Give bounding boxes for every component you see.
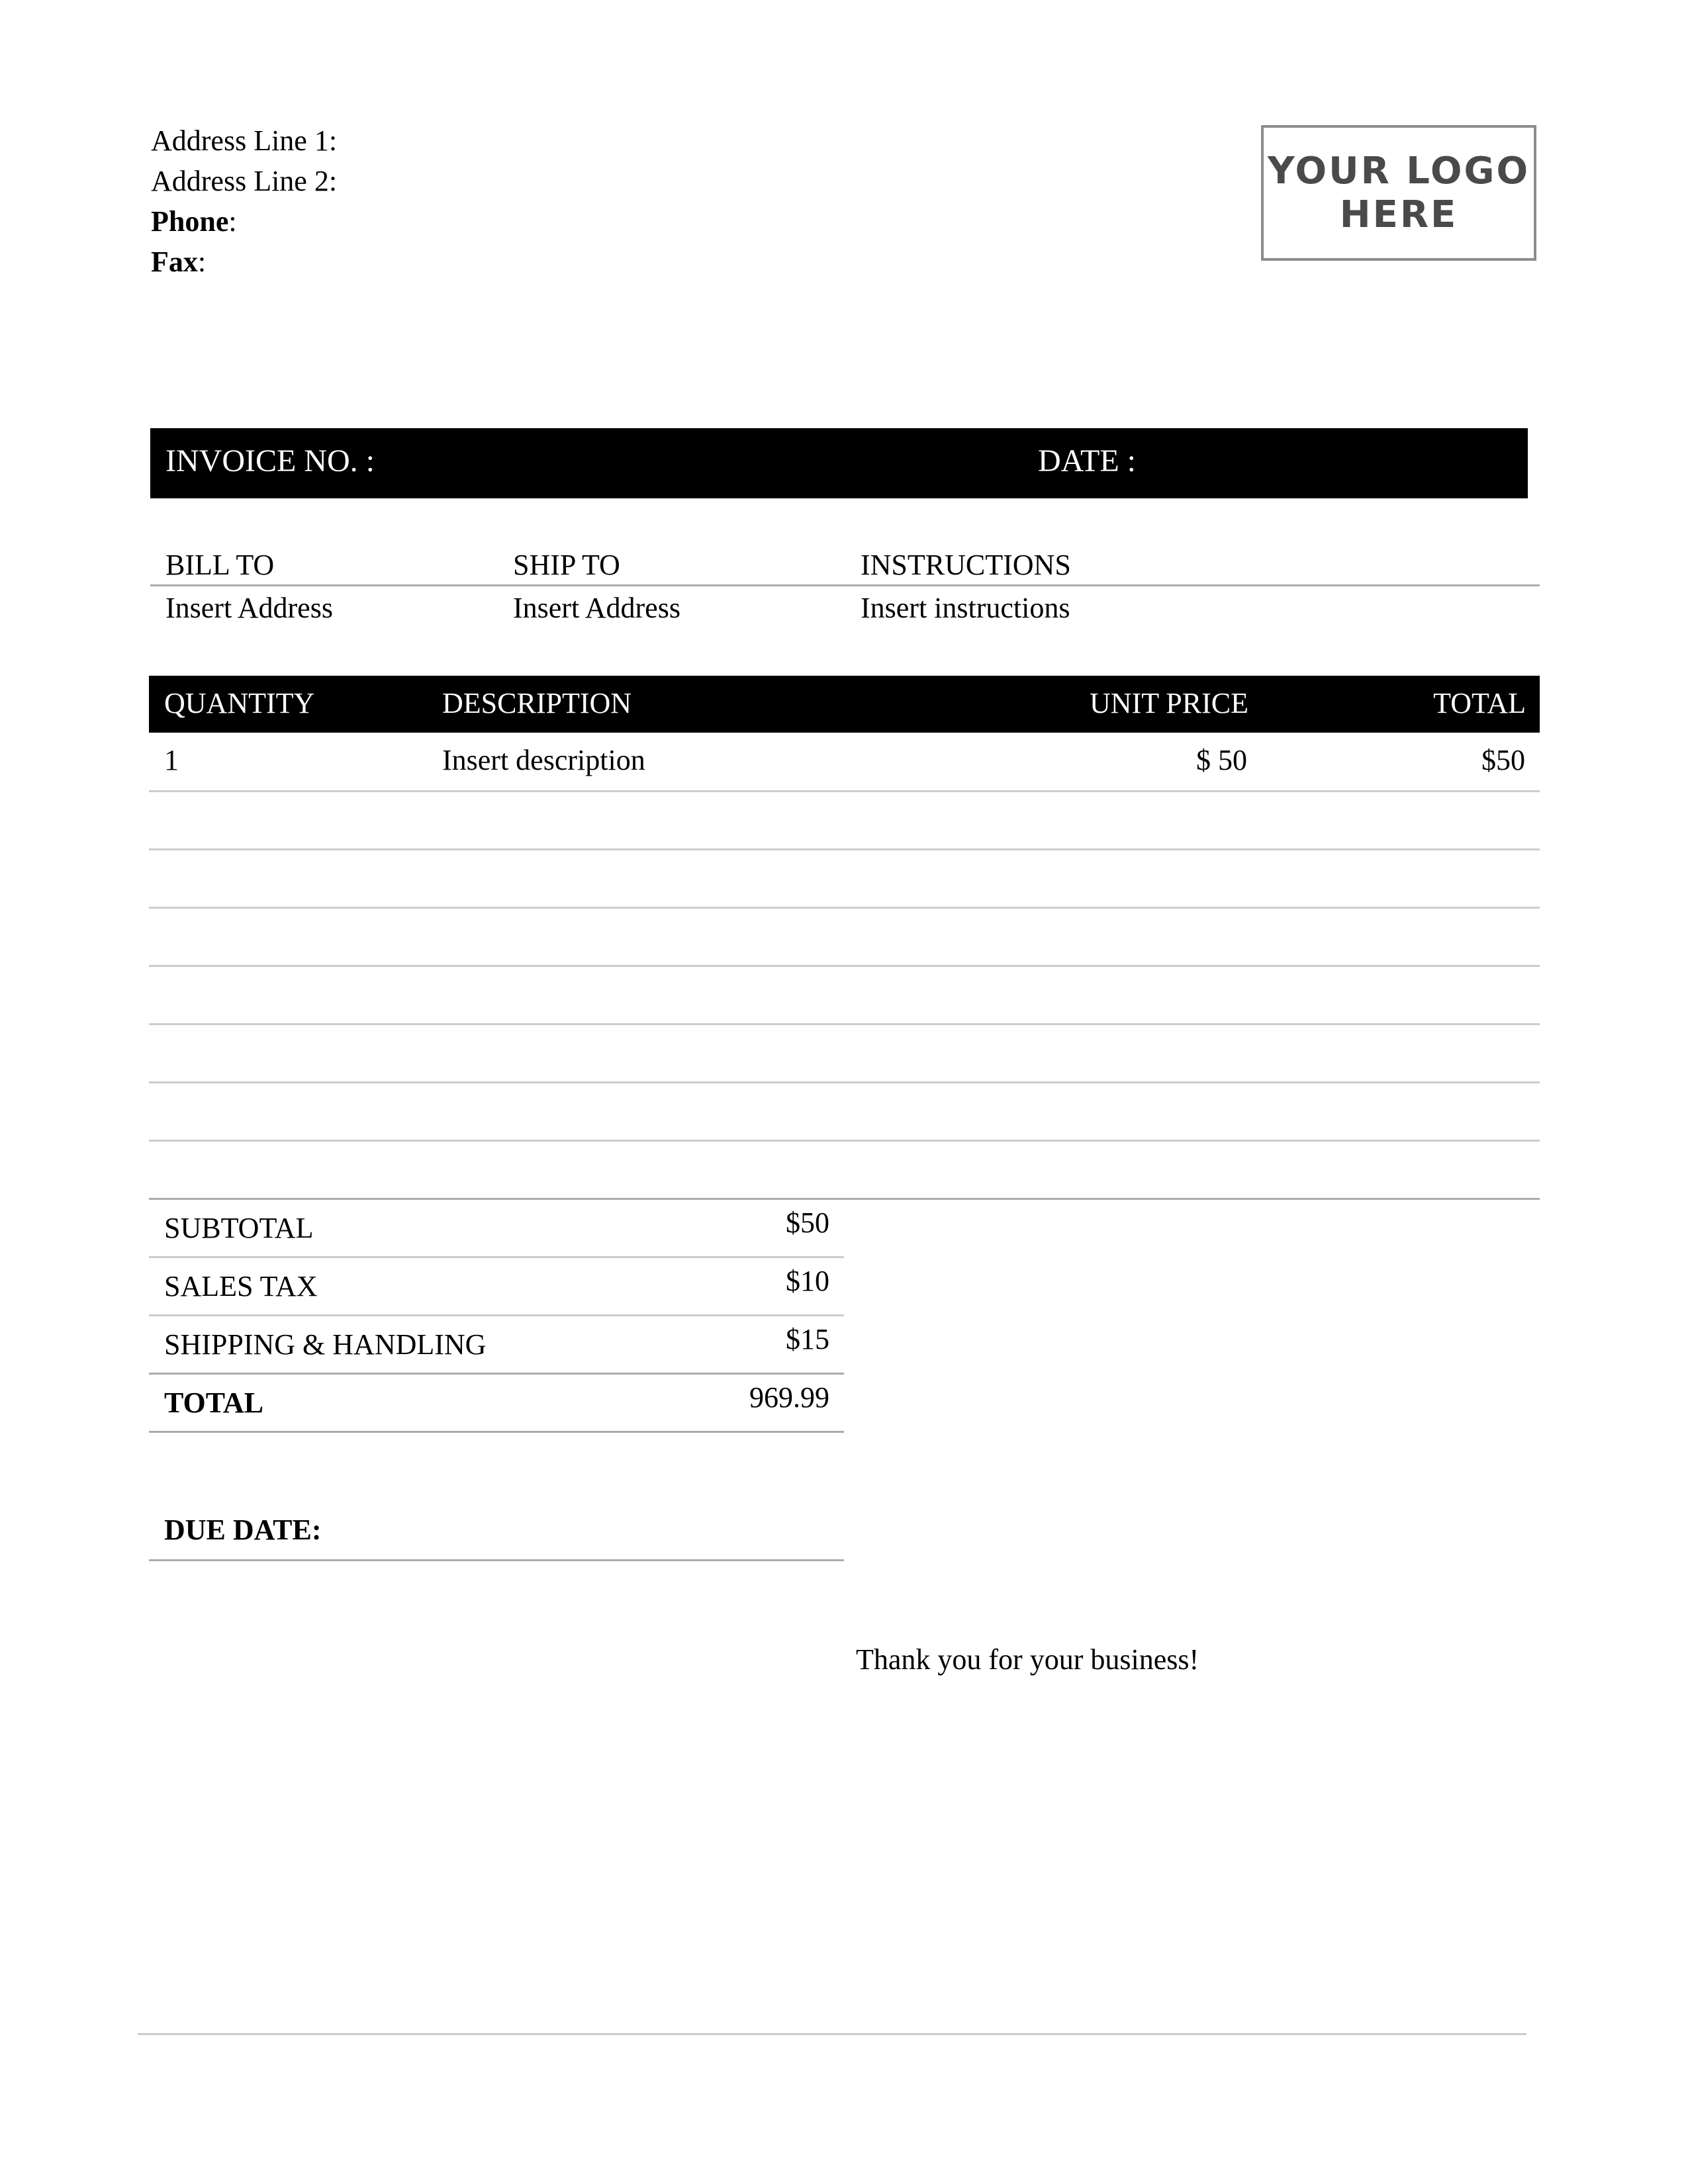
- fax-colon: :: [197, 246, 207, 278]
- sales-tax-label: SALES TAX: [164, 1270, 318, 1302]
- instructions-text: Insert instructions: [861, 592, 1070, 624]
- phone-colon: :: [228, 205, 237, 238]
- unit-price-header: UNIT PRICE: [1090, 687, 1248, 719]
- subtotal-label: SUBTOTAL: [164, 1212, 314, 1244]
- totals-bottom-divider: [149, 1431, 844, 1433]
- phone-label: Phone: [151, 205, 229, 238]
- totals-divider: [149, 1373, 844, 1375]
- company-address-block: [151, 120, 337, 282]
- sales-tax-value: $10: [786, 1265, 829, 1297]
- address-line-2: Address Line 2:: [151, 165, 338, 197]
- total-label: TOTAL: [164, 1387, 263, 1419]
- logo-text-line-1: YOUR LOGO: [1267, 149, 1530, 193]
- description-header: DESCRIPTION: [442, 687, 632, 719]
- logo-placeholder: [1261, 125, 1536, 261]
- row-quantity: 1: [164, 744, 179, 776]
- row-unit-price: $ 50: [1196, 744, 1247, 776]
- row-description: Insert description: [442, 744, 645, 776]
- row-divider: [149, 1081, 1540, 1083]
- phone-line: [151, 201, 337, 242]
- instructions-label: INSTRUCTIONS: [861, 549, 1071, 581]
- row-divider: [149, 1023, 1540, 1025]
- shipping-label: SHIPPING & HANDLING: [164, 1328, 487, 1361]
- parties-divider: [150, 584, 1540, 586]
- thank-you-message: Thank you for your business!: [856, 1643, 1199, 1676]
- ship-to-label: SHIP TO: [513, 549, 620, 581]
- fax-line: [151, 242, 337, 282]
- logo-text-line-2: HERE: [1339, 193, 1458, 236]
- row-divider: [149, 907, 1540, 909]
- due-date-line: [149, 1559, 844, 1561]
- subtotal-value: $50: [786, 1206, 829, 1239]
- address-line-1: Address Line 1:: [151, 124, 338, 157]
- bill-to-address: Insert Address: [165, 592, 333, 624]
- items-table-header: [149, 676, 1540, 733]
- table-bottom-divider: [149, 1198, 1540, 1200]
- row-divider: [149, 1140, 1540, 1142]
- fax-label: Fax: [151, 246, 198, 278]
- footer-divider: [138, 2033, 1526, 2035]
- ship-to-address: Insert Address: [513, 592, 680, 624]
- invoice-number-label: INVOICE NO. :: [165, 443, 375, 478]
- invoice-header-bar: [150, 428, 1528, 498]
- row-divider: [149, 965, 1540, 967]
- total-value: 969.99: [749, 1381, 829, 1414]
- shipping-value: $15: [786, 1323, 829, 1355]
- row-divider: [149, 790, 1540, 792]
- quantity-header: QUANTITY: [164, 687, 315, 719]
- date-label: DATE :: [1038, 443, 1136, 478]
- totals-divider: [149, 1314, 844, 1316]
- totals-divider: [149, 1256, 844, 1258]
- row-total: $50: [1481, 744, 1525, 776]
- due-date-label: DUE DATE:: [164, 1514, 322, 1546]
- bill-to-label: BILL TO: [165, 549, 275, 581]
- row-divider: [149, 848, 1540, 850]
- total-header: TOTAL: [1433, 687, 1526, 719]
